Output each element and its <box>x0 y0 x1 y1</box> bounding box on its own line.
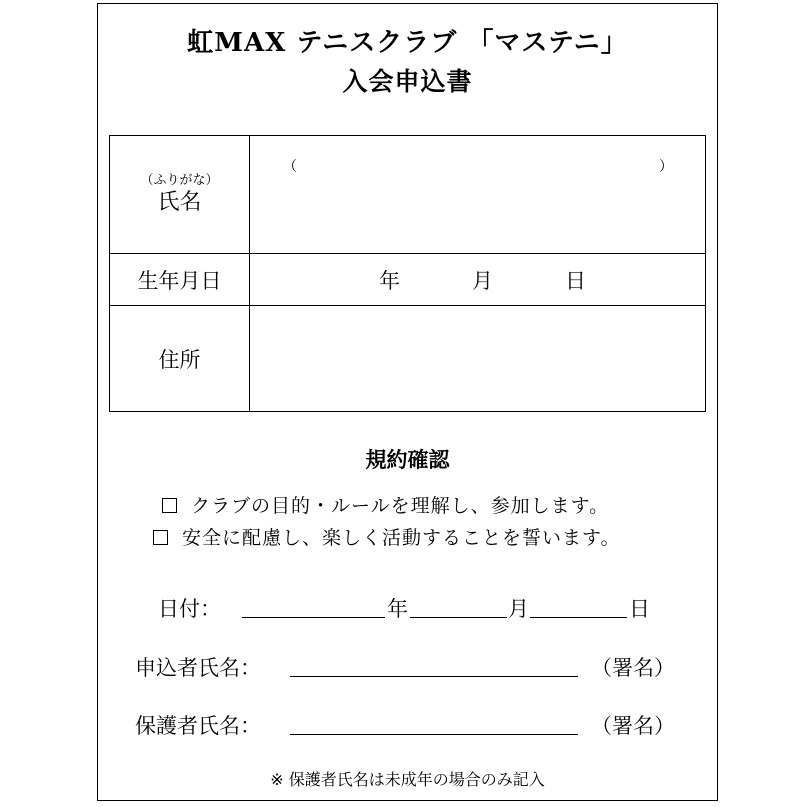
address-input-cell[interactable] <box>250 306 706 412</box>
terms-item-text: クラブの目的・ルールを理解し、参加します。 <box>191 495 610 517</box>
date-day-label: 日 <box>629 597 650 621</box>
date-year-label: 年 <box>387 597 408 621</box>
terms-item-2 <box>153 523 620 550</box>
date-day-blank[interactable] <box>530 594 627 618</box>
date-month-label: 月 <box>508 597 529 621</box>
birthdate-label: 生年月日 <box>110 254 250 306</box>
terms-item-1 <box>162 491 609 518</box>
name-label-cell <box>110 136 250 254</box>
birthdate-row <box>110 254 706 306</box>
checkbox[interactable] <box>153 530 168 545</box>
furigana-paren-open: （ <box>283 159 297 175</box>
guardian-name-blank[interactable] <box>290 712 578 735</box>
date-month-blank[interactable] <box>410 594 507 618</box>
name-label: 氏名 <box>157 189 202 215</box>
application-form-table <box>109 135 706 412</box>
applicant-signature-note: （署名） <box>591 656 675 680</box>
date-year-blank[interactable] <box>242 594 385 618</box>
birth-year-label: 年 <box>379 268 400 293</box>
terms-item-text: 安全に配慮し、楽しく活動することを誓います。 <box>182 527 621 549</box>
checkbox[interactable] <box>162 498 177 513</box>
name-row <box>110 136 706 254</box>
document-title: 虹MAX テニスクラブ 「マステニ」 <box>187 28 628 58</box>
furigana-label: （ふりがな） <box>140 172 219 188</box>
address-label: 住所 <box>110 306 250 412</box>
name-input-cell[interactable] <box>250 136 706 254</box>
birth-month-label: 月 <box>472 268 493 293</box>
furigana-paren-close: ） <box>659 159 673 175</box>
birth-day-label: 日 <box>565 268 586 293</box>
address-row <box>110 306 706 412</box>
terms-heading: 規約確認 <box>365 447 450 472</box>
applicant-name-label: 申込者氏名： <box>135 656 261 680</box>
applicant-name-blank[interactable] <box>290 654 578 677</box>
guardian-note: ※ 保護者氏名は未成年の場合のみ記入 <box>270 770 545 789</box>
birthdate-input-cell[interactable] <box>250 254 706 306</box>
guardian-signature-note: （署名） <box>591 714 675 738</box>
document-subtitle: 入会申込書 <box>342 67 473 96</box>
guardian-name-label: 保護者氏名： <box>135 714 261 738</box>
date-label: 日付： <box>158 597 221 621</box>
